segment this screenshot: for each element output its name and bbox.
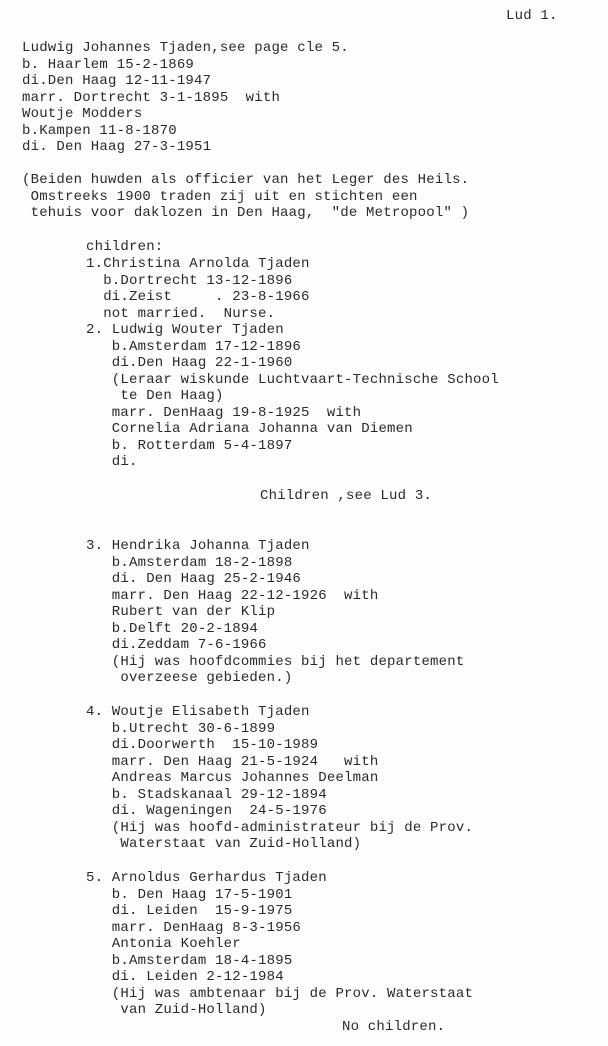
child-line: di. Leiden 15-9-1975: [86, 903, 293, 919]
parent-line: Ludwig Johannes Tjaden,see page cle 5.: [22, 40, 349, 56]
parent-line: di. Den Haag 27-3-1951: [22, 139, 212, 155]
parent-line: b.Kampen 11-8-1870: [22, 122, 177, 139]
child-line: di.Den Haag 22-1-1960: [86, 355, 293, 371]
child-line: Waterstaat van Zuid-Holland): [86, 836, 362, 852]
child-line: van Zuid-Holland): [86, 1002, 267, 1018]
child-line: di. Wageningen 24-5-1976: [86, 803, 327, 819]
child-line: 2. Ludwig Wouter Tjaden: [86, 322, 284, 338]
child-line: b. Den Haag 17-5-1901: [86, 886, 293, 903]
child-line: di.Doorwerth 15-10-1989: [86, 737, 319, 753]
child-2-children-ref: Children ,see Lud 3.: [260, 488, 433, 504]
child-line: Antonia Koehler: [86, 936, 241, 952]
child-line: b.Dortrecht 13-12-1896: [86, 272, 293, 289]
page-reference: Lud 1.: [506, 8, 558, 24]
child-line: not married. Nurse.: [86, 305, 276, 322]
child-line: b.Amsterdam 17-12-1896: [86, 338, 302, 355]
child-line: te Den Haag): [86, 388, 224, 404]
child-line: 5. Arnoldus Gerhardus Tjaden: [86, 870, 327, 886]
child-line: marr. Den Haag 22-12-1926 with: [86, 587, 379, 604]
parent-line: marr. Dortrecht 3-1-1895 with: [22, 89, 281, 106]
parent-line: Woutje Modders: [22, 106, 143, 122]
note-line: tehuis voor daklozen in Den Haag, "de Metropool" ): [22, 205, 470, 221]
parents-block: [22, 40, 349, 156]
child-3-block: [86, 538, 464, 687]
child-line: 4. Woutje Elisabeth Tjaden: [86, 704, 310, 720]
child-line: b. Rotterdam 5-4-1897: [86, 437, 293, 454]
child-line: b.Delft 20-2-1894: [86, 620, 259, 637]
child-line: (Hij was hoofd-administrateur bij de Prov.: [86, 819, 474, 836]
child-line: Cornelia Adriana Johanna van Diemen: [86, 421, 413, 437]
child-5-children-note: No children.: [342, 1019, 446, 1035]
note-line: (Beiden huwden als officier van het Leger des Heils.: [22, 172, 470, 188]
child-line: Andreas Marcus Johannes Deelman: [86, 770, 379, 786]
child-line: marr. DenHaag 8-3-1956: [86, 919, 302, 936]
child-line: b.Amsterdam 18-2-1898: [86, 554, 293, 571]
child-line: di.Zeist . 23-8-1966: [86, 289, 310, 305]
child-line: b.Utrecht 30-6-1899: [86, 720, 276, 737]
child-line: di.Zeddam 7-6-1966: [86, 637, 267, 653]
child-line: b.Amsterdam 18-4-1895: [86, 952, 293, 969]
child-line: marr. DenHaag 19-8-1925 with: [86, 404, 362, 421]
note-line: Omstreeks 1900 traden zij uit en stichten een: [22, 188, 418, 205]
child-line: di. Leiden 2-12-1984: [86, 969, 284, 985]
note-block: [22, 172, 469, 222]
child-line: (Hij was hoofdcommies bij het departement: [86, 653, 465, 670]
child-line: 1.Christina Arnolda Tjaden: [86, 256, 310, 272]
child-2-block: [86, 322, 499, 471]
child-line: di. Den Haag 25-2-1946: [86, 571, 302, 587]
parent-line: di.Den Haag 12-11-1947: [22, 73, 212, 89]
child-4-block: [86, 704, 473, 853]
child-line: (Leraar wiskunde Luchtvaart-Technische School: [86, 371, 499, 388]
child-5-block: [86, 870, 473, 1019]
child-line: di.: [86, 454, 138, 470]
child-line: 3. Hendrika Johanna Tjaden: [86, 538, 310, 554]
child-line: b. Stadskanaal 29-12-1894: [86, 786, 327, 803]
child-1-block: [86, 256, 310, 322]
parent-line: b. Haarlem 15-2-1869: [22, 56, 195, 73]
children-heading: children:: [86, 239, 164, 255]
child-line: marr. Den Haag 21-5-1924 with: [86, 753, 379, 770]
child-line: overzeese gebieden.): [86, 670, 293, 686]
child-line: Rubert van der Klip: [86, 604, 276, 620]
child-line: (Hij was ambtenaar bij de Prov. Waterstaat: [86, 985, 474, 1002]
